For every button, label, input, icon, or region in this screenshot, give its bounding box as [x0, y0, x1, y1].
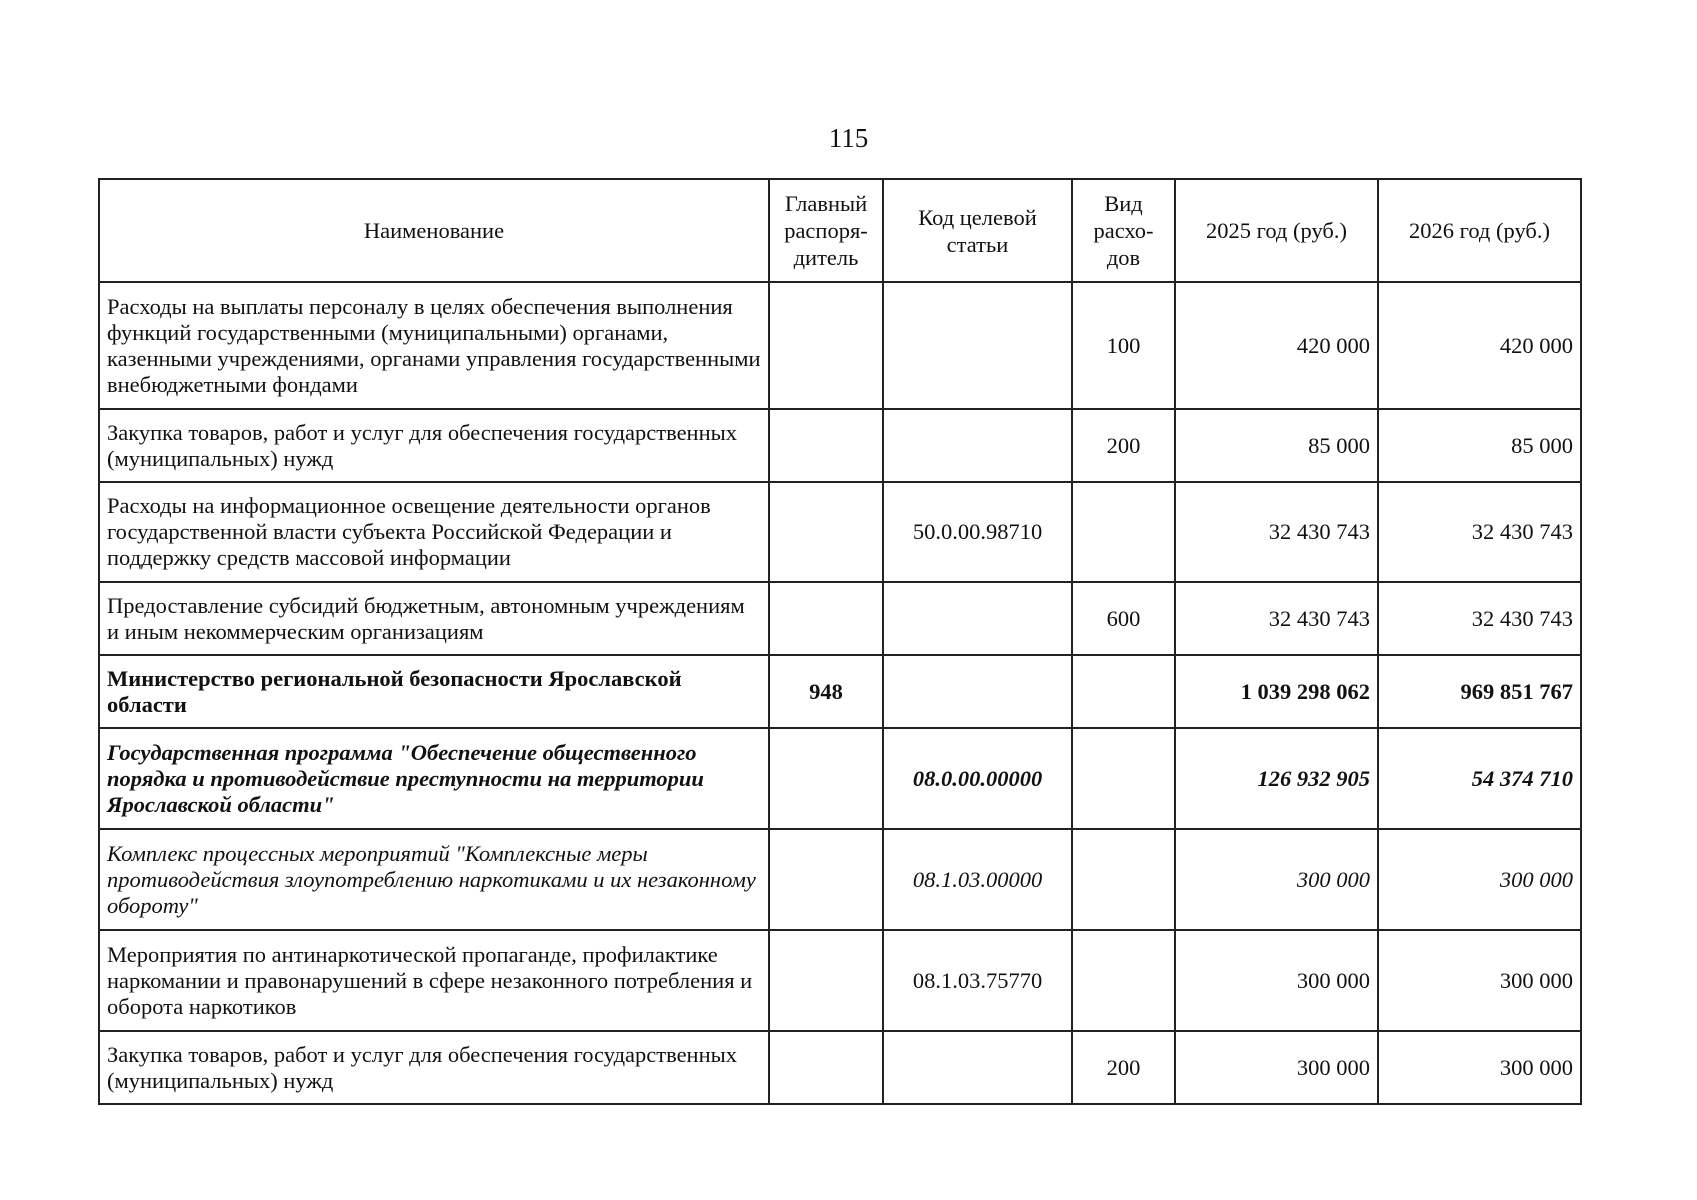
row-name: Закупка товаров, работ и услуг для обеспечения государственных (муниципальных) нужд [99, 409, 769, 482]
header-manager: Главный распоря-дитель [769, 179, 883, 282]
row-manager [769, 482, 883, 582]
row-amount-2025: 85 000 [1175, 409, 1378, 482]
table-row [99, 409, 1581, 482]
row-code [883, 655, 1072, 728]
table-row [99, 282, 1581, 409]
row-amount-2025: 32 430 743 [1175, 482, 1378, 582]
row-amount-2026: 969 851 767 [1378, 655, 1581, 728]
row-amount-2026: 32 430 743 [1378, 582, 1581, 655]
table-row [99, 829, 1581, 930]
row-amount-2025: 420 000 [1175, 282, 1378, 409]
row-manager [769, 930, 883, 1031]
row-name: Комплекс процессных мероприятий "Комплексные меры противодействия злоупотреблению наркотиками и их незаконному обороту" [99, 829, 769, 930]
row-amount-2025: 32 430 743 [1175, 582, 1378, 655]
row-expense-type: 600 [1072, 582, 1175, 655]
row-amount-2025: 300 000 [1175, 829, 1378, 930]
row-code [883, 582, 1072, 655]
page-number: 115 [828, 123, 869, 153]
row-expense-type [1072, 655, 1175, 728]
row-manager [769, 409, 883, 482]
header-expense-type: Вид расхо-дов [1072, 179, 1175, 282]
row-name: Расходы на выплаты персоналу в целях обеспечения выполнения функций государственными (муниципальными) органами, казенными учреждениями, органами управления государственными внебюджетными фондами [99, 282, 769, 409]
header-year-2026: 2026 год (руб.) [1378, 179, 1581, 282]
table-row [99, 582, 1581, 655]
row-manager [769, 1031, 883, 1104]
row-code: 08.1.03.75770 [883, 930, 1072, 1031]
row-manager [769, 728, 883, 829]
row-manager: 948 [769, 655, 883, 728]
row-amount-2026: 85 000 [1378, 409, 1581, 482]
row-amount-2025: 300 000 [1175, 930, 1378, 1031]
row-expense-type [1072, 482, 1175, 582]
row-name: Закупка товаров, работ и услуг для обеспечения государственных (муниципальных) нужд [99, 1031, 769, 1104]
row-name: Министерство региональной безопасности Ярославской области [99, 655, 769, 728]
table-row [99, 930, 1581, 1031]
row-expense-type [1072, 829, 1175, 930]
table-row [99, 655, 1581, 728]
row-name: Расходы на информационное освещение деятельности органов государственной власти субъекта Российской Федерации и поддержку средств массовой информации [99, 482, 769, 582]
table-header-row [99, 179, 1581, 282]
budget-table [98, 178, 1582, 1105]
row-manager [769, 282, 883, 409]
row-amount-2026: 32 430 743 [1378, 482, 1581, 582]
row-code [883, 409, 1072, 482]
row-code [883, 282, 1072, 409]
row-manager [769, 582, 883, 655]
row-code: 08.0.00.00000 [883, 728, 1072, 829]
row-amount-2026: 54 374 710 [1378, 728, 1581, 829]
table-row [99, 1031, 1581, 1104]
header-name: Наименование [99, 179, 769, 282]
row-code: 50.0.00.98710 [883, 482, 1072, 582]
row-expense-type: 200 [1072, 409, 1175, 482]
row-amount-2026: 300 000 [1378, 1031, 1581, 1104]
row-code: 08.1.03.00000 [883, 829, 1072, 930]
row-amount-2026: 300 000 [1378, 930, 1581, 1031]
row-expense-type: 200 [1072, 1031, 1175, 1104]
row-amount-2025: 300 000 [1175, 1031, 1378, 1104]
row-name: Государственная программа "Обеспечение общественного порядка и противодействие преступности на территории Ярославской области" [99, 728, 769, 829]
row-amount-2026: 300 000 [1378, 829, 1581, 930]
row-expense-type [1072, 930, 1175, 1031]
row-amount-2025: 126 932 905 [1175, 728, 1378, 829]
row-name: Мероприятия по антинаркотической пропаганде, профилактике наркомании и правонарушений в сфере незаконного потребления и оборота наркотиков [99, 930, 769, 1031]
table-row [99, 482, 1581, 582]
row-name: Предоставление субсидий бюджетным, автономным учреждениям и иным некоммерческим организациям [99, 582, 769, 655]
header-code: Код целевой статьи [883, 179, 1072, 282]
row-expense-type: 100 [1072, 282, 1175, 409]
row-amount-2026: 420 000 [1378, 282, 1581, 409]
row-manager [769, 829, 883, 930]
header-year-2025: 2025 год (руб.) [1175, 179, 1378, 282]
row-amount-2025: 1 039 298 062 [1175, 655, 1378, 728]
table-row [99, 728, 1581, 829]
row-code [883, 1031, 1072, 1104]
row-expense-type [1072, 728, 1175, 829]
